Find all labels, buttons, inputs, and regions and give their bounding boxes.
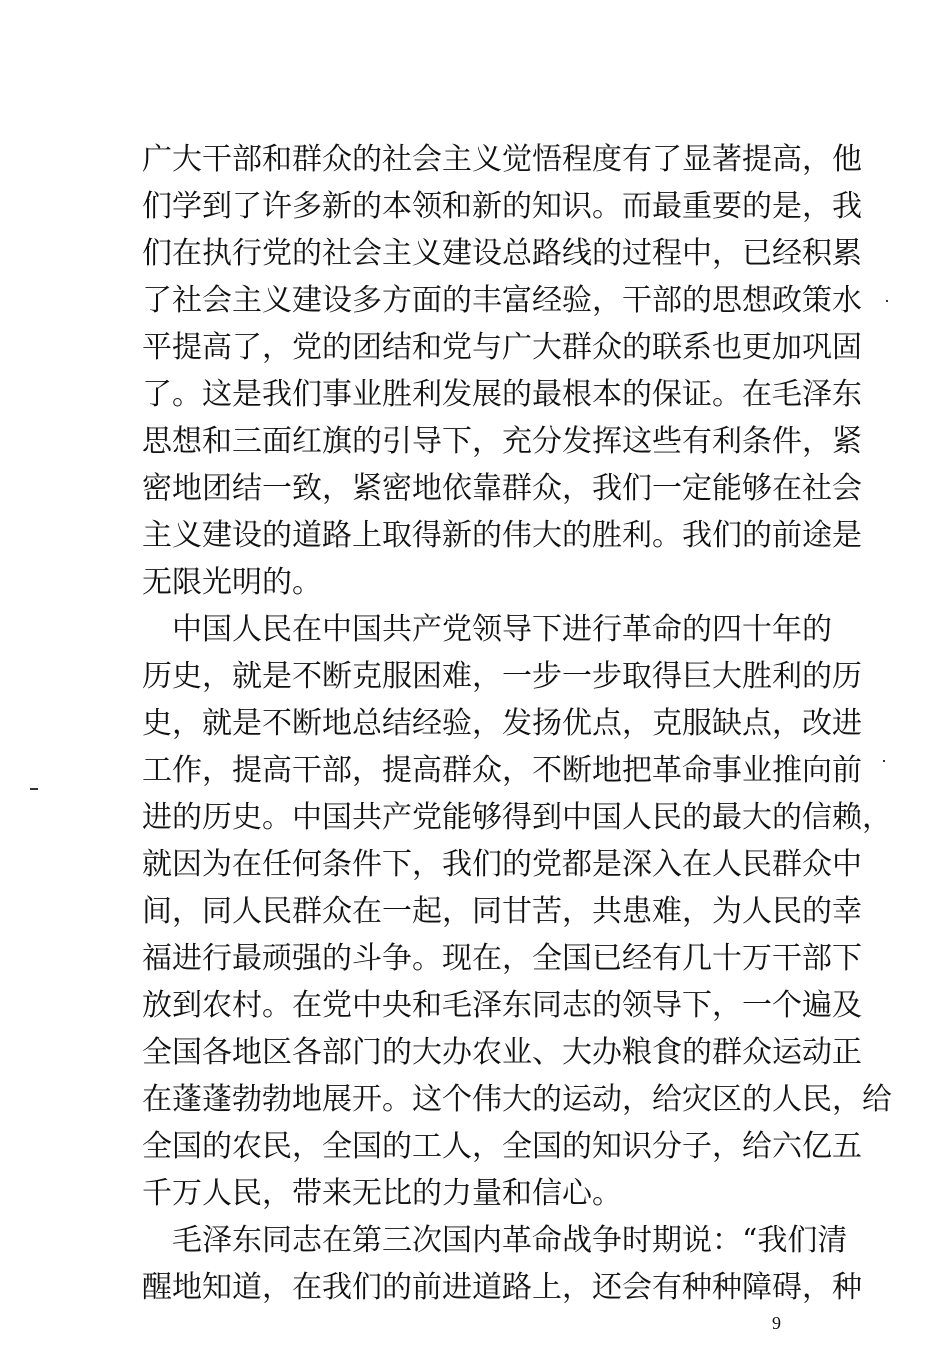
- scan-speck: [886, 300, 888, 302]
- text-line: 进的历史。中国共产党能够得到中国人民的最大的信赖，: [142, 800, 892, 835]
- scan-speck: [30, 788, 38, 790]
- text-line: 历史，就是不断克服困难，一步一步取得巨大胜利的历: [142, 659, 862, 694]
- text-line: 放到农村。在党中央和毛泽东同志的领导下，一个遍及: [142, 988, 862, 1023]
- text-line: 在蓬蓬勃勃地展开。这个伟大的运动，给灾区的人民，给: [142, 1082, 892, 1117]
- paragraph-first-line: 中国人民在中国共产党领导下进行革命的四十年的: [142, 612, 832, 647]
- text-line: 主义建设的道路上取得新的伟大的胜利。我们的前途是: [142, 518, 862, 553]
- text-line: 无限光明的。: [142, 565, 322, 600]
- text-line: 全国各地区各部门的大办农业、大办粮食的群众运动正: [142, 1035, 862, 1070]
- text-line: 了社会主义建设多方面的丰富经验，干部的思想政策水: [142, 283, 862, 318]
- text-line: 千万人民，带来无比的力量和信心。: [142, 1176, 622, 1211]
- text-line: 广大干部和群众的社会主义觉悟程度有了显著提高，他: [142, 142, 862, 177]
- text-line: 了。这是我们事业胜利发展的最根本的保证。在毛泽东: [142, 377, 862, 412]
- text-line: 福进行最顽强的斗争。现在，全国已经有几十万干部下: [142, 941, 862, 976]
- text-line: 密地团结一致，紧密地依靠群众，我们一定能够在社会: [142, 471, 862, 506]
- text-line: 思想和三面红旗的引导下，充分发挥这些有利条件，紧: [142, 424, 862, 459]
- text-line: 史，就是不断地总结经验，发扬优点，克服缺点，改进: [142, 706, 862, 741]
- text-line: 们在执行党的社会主义建设总路线的过程中，已经积累: [142, 236, 862, 271]
- scan-speck: [883, 760, 885, 762]
- text-line: 们学到了许多新的本领和新的知识。而最重要的是，我: [142, 189, 862, 224]
- text-line: 就因为在任何条件下，我们的党都是深入在人民群众中: [142, 847, 862, 882]
- text-line: 全国的农民，全国的工人，全国的知识分子，给六亿五: [142, 1129, 862, 1164]
- page-number: 9: [772, 1313, 781, 1333]
- text-line: 平提高了，党的团结和党与广大群众的联系也更加巩固: [142, 330, 862, 365]
- text-line: 醒地知道，在我们的前进道路上，还会有种种障碍，种: [142, 1270, 862, 1305]
- paragraph-first-line: 毛泽东同志在第三次国内革命战争时期说：“我们清: [142, 1223, 848, 1258]
- text-line: 工作，提高干部，提高群众，不断地把革命事业推向前: [142, 753, 862, 788]
- text-line: 间，同人民群众在一起，同甘苦，共患难，为人民的幸: [142, 894, 862, 929]
